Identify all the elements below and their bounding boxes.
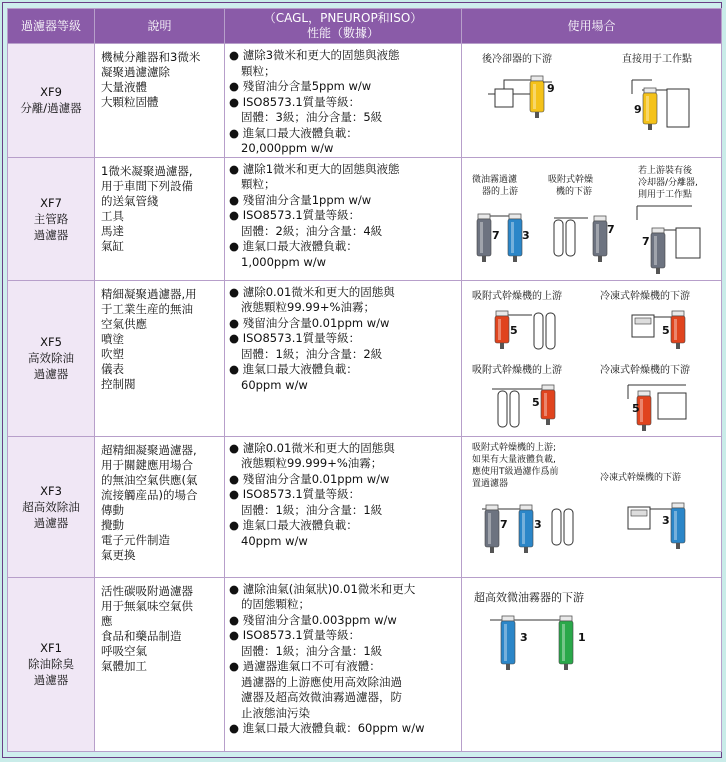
description-line: 大量液體 bbox=[101, 80, 147, 94]
filter-highlight bbox=[674, 511, 677, 540]
dryer-panel bbox=[631, 510, 647, 516]
dryer-tower bbox=[546, 313, 555, 349]
filter-head bbox=[509, 214, 521, 219]
performance-bullet bbox=[229, 316, 459, 332]
performance-text: 止液態油污染 bbox=[241, 705, 310, 720]
dryer-tower bbox=[534, 313, 543, 349]
filter-unit-icon bbox=[508, 214, 522, 262]
header-performance-line1: （CAGL，PNEUROP和ISO） bbox=[263, 11, 423, 25]
description-line: 的無油空氣供應(氣 bbox=[101, 472, 198, 487]
filter-drain bbox=[648, 124, 652, 130]
dryer-tower bbox=[566, 220, 575, 256]
grade-cell bbox=[8, 577, 95, 751]
performance-line bbox=[229, 534, 459, 550]
description-line: 機械分離器和3微米 bbox=[101, 50, 201, 64]
performance-bullet bbox=[229, 441, 459, 457]
filter-drain bbox=[506, 664, 510, 670]
table-row bbox=[8, 436, 722, 577]
grade-cell bbox=[8, 44, 95, 158]
bullet-icon: ● bbox=[229, 581, 243, 596]
usage-caption: 吸附式幹燥機的上游; bbox=[472, 442, 557, 453]
usage-caption: 機的下游 bbox=[556, 186, 593, 197]
description-line: 呼吸空氣 bbox=[101, 643, 147, 658]
filter-bowl bbox=[495, 316, 509, 343]
bullet-icon: ● bbox=[229, 161, 243, 176]
filter-unit-icon bbox=[643, 88, 657, 130]
filter-unit-icon bbox=[485, 505, 499, 553]
description-line: 吹塑 bbox=[101, 346, 124, 361]
performance-bullet bbox=[229, 285, 459, 301]
filter-drain bbox=[598, 256, 602, 262]
grade-code: XF1 bbox=[40, 641, 62, 655]
usage-caption: 則用于工作點 bbox=[638, 189, 693, 200]
filter-unit-icon bbox=[559, 616, 573, 670]
usage-caption: 冷凍式幹燥機的下游 bbox=[600, 472, 682, 483]
description-line: 流接觸産品)的場合 bbox=[101, 487, 198, 502]
performance-line bbox=[229, 255, 459, 271]
filter-head bbox=[486, 505, 498, 510]
performance-text: 固體：1級；油分含量：1級 bbox=[241, 643, 383, 658]
table-frame bbox=[2, 2, 722, 758]
grade-code: XF3 bbox=[40, 483, 62, 498]
filter-drain bbox=[564, 664, 568, 670]
filter-unit-icon bbox=[477, 214, 491, 262]
filter-bowl bbox=[508, 219, 522, 256]
performance-text: 固體：1級；油分含量：1級 bbox=[241, 502, 383, 517]
performance-line bbox=[229, 644, 459, 660]
performance-line bbox=[229, 64, 459, 80]
grade-number-label: 7 bbox=[492, 228, 500, 242]
description-line: 馬達 bbox=[101, 223, 124, 238]
usage-caption: 吸附式幹燥 bbox=[548, 174, 594, 185]
usage-diagram bbox=[462, 281, 721, 436]
performance-cell bbox=[225, 44, 462, 158]
performance-bullet bbox=[229, 362, 459, 378]
table-header-row bbox=[8, 9, 722, 44]
filter-bowl bbox=[559, 621, 573, 664]
performance-text: 殘留油分含量0.01ppm w/w bbox=[242, 471, 390, 486]
performance-text: 殘留油分含量0.003ppm w/w bbox=[242, 612, 397, 627]
filter-head bbox=[496, 311, 508, 316]
usage-caption: 器的上游 bbox=[482, 186, 519, 197]
description-line: 噴塗 bbox=[101, 331, 124, 346]
performance-text: ISO8573.1質量等級： bbox=[242, 487, 361, 501]
performance-text: 殘留油分含量5ppm w/w bbox=[242, 79, 372, 93]
usage-cell bbox=[462, 280, 722, 436]
compressor-unit-icon bbox=[667, 89, 689, 127]
description-line: 于工業生産的無油 bbox=[101, 301, 193, 316]
grade-number-label: 3 bbox=[520, 630, 528, 644]
filter-head bbox=[520, 505, 532, 510]
header-description: 說明 bbox=[95, 9, 225, 44]
performance-text: 過濾器進氣口不可有液體： bbox=[242, 659, 381, 673]
header-usage: 使用場合 bbox=[462, 9, 722, 44]
filter-bowl bbox=[671, 316, 685, 343]
performance-text: 20,000ppm w/w bbox=[241, 141, 334, 155]
usage-caption: 應使用T級過濾作爲前 bbox=[472, 466, 559, 477]
grade-name: 分離/過濾器 bbox=[20, 101, 82, 116]
performance-line bbox=[229, 300, 459, 316]
performance-line bbox=[229, 177, 459, 193]
performance-cell bbox=[225, 280, 462, 436]
filter-head bbox=[672, 311, 684, 316]
bullet-icon: ● bbox=[229, 471, 243, 486]
filter-highlight bbox=[522, 513, 525, 544]
dryer-tower bbox=[498, 391, 507, 427]
performance-line bbox=[229, 110, 459, 126]
filter-drain bbox=[513, 256, 517, 262]
compressor-unit-icon bbox=[658, 393, 686, 419]
usage-caption: 冷凍式幹燥機的下游 bbox=[600, 290, 690, 302]
filter-drain bbox=[490, 547, 494, 553]
grade-name: 主管路 bbox=[33, 211, 69, 226]
performance-text: 濾除1微米和更大的固態與液態 bbox=[242, 161, 400, 176]
grade-number-label: 7 bbox=[642, 234, 650, 248]
bullet-icon: ● bbox=[229, 48, 243, 62]
filter-highlight bbox=[674, 319, 677, 340]
usage-caption: 直接用于工作點 bbox=[622, 54, 692, 65]
performance-line bbox=[229, 597, 459, 613]
usage-caption: 後冷卻器的下游 bbox=[482, 54, 552, 65]
performance-line bbox=[229, 378, 459, 394]
bullet-icon: ● bbox=[229, 362, 243, 376]
performance-text: ISO8573.1質量等級： bbox=[242, 331, 361, 345]
grade-number-label: 3 bbox=[534, 517, 542, 531]
grade-number-label: 5 bbox=[510, 323, 518, 337]
performance-text: 的固態顆粒； bbox=[241, 597, 310, 611]
bullet-icon: ● bbox=[229, 628, 243, 642]
bullet-icon: ● bbox=[229, 440, 243, 455]
performance-bullet bbox=[229, 659, 459, 675]
filter-bowl bbox=[501, 621, 515, 664]
description-line: 凝聚過濾濾除 bbox=[101, 65, 170, 79]
description-line: 用于關鍵應用場合 bbox=[101, 457, 193, 472]
usage-cell bbox=[462, 436, 722, 577]
performance-text: ISO8573.1質量等級： bbox=[242, 628, 361, 642]
filter-head bbox=[502, 616, 514, 621]
filter-head bbox=[531, 76, 543, 81]
description-line: 攪動 bbox=[101, 517, 124, 532]
performance-text: 濾除3微米和更大的固態與液態 bbox=[242, 48, 400, 62]
usage-caption: 置過濾器 bbox=[472, 478, 509, 489]
description-line: 工具 bbox=[101, 208, 124, 223]
bullet-icon: ● bbox=[229, 125, 243, 140]
performance-text: 液態顆粒99.999+%油霧； bbox=[241, 456, 383, 470]
table-row bbox=[8, 44, 722, 158]
performance-line bbox=[229, 456, 459, 472]
description-line: 精細凝聚過濾器,用 bbox=[101, 286, 197, 301]
dryer-panel bbox=[635, 318, 651, 324]
performance-text: 40ppm w/w bbox=[241, 533, 308, 548]
aftercooler-icon bbox=[495, 89, 513, 107]
performance-bullet bbox=[229, 472, 459, 488]
usage-caption: 冷却器/分離器, bbox=[638, 177, 698, 188]
filter-bowl bbox=[671, 508, 685, 543]
filter-head bbox=[638, 391, 650, 396]
bullet-icon: ● bbox=[229, 331, 243, 345]
bullet-icon: ● bbox=[229, 518, 243, 532]
performance-text: 固體：1級；油分含量：2級 bbox=[241, 346, 383, 361]
performance-bullet bbox=[229, 126, 459, 142]
description-line: 電子元件制造 bbox=[101, 532, 170, 547]
grade-number-label: 7 bbox=[500, 517, 508, 531]
filter-bowl bbox=[651, 233, 665, 268]
performance-bullet bbox=[229, 79, 459, 95]
filter-grade-table bbox=[7, 8, 722, 752]
description-line: 的送氣管綫 bbox=[101, 193, 159, 208]
filter-unit-icon bbox=[501, 616, 515, 670]
performance-cell bbox=[225, 436, 462, 577]
description-line: 控制閥 bbox=[101, 376, 136, 391]
description-line: 氣缸 bbox=[101, 238, 124, 253]
grade-code: XF7 bbox=[40, 195, 62, 210]
grade-number-label: 1 bbox=[578, 630, 586, 644]
performance-bullet bbox=[229, 721, 459, 737]
performance-text: 進氣口最大液體負載： bbox=[242, 125, 358, 140]
performance-line bbox=[229, 347, 459, 363]
filter-unit-icon bbox=[495, 311, 509, 349]
performance-cell bbox=[225, 577, 462, 751]
grade-number-label: 9 bbox=[547, 82, 555, 95]
filter-unit-icon bbox=[651, 228, 665, 274]
filter-highlight bbox=[498, 319, 501, 340]
performance-line bbox=[229, 706, 459, 722]
bullet-icon: ● bbox=[229, 79, 243, 93]
filter-unit-icon bbox=[530, 76, 544, 118]
filter-drain bbox=[535, 112, 539, 118]
performance-text: 濾器及超高效微油霧過濾器，防 bbox=[241, 690, 402, 704]
performance-bullet bbox=[229, 95, 459, 111]
performance-bullet bbox=[229, 613, 459, 629]
usage-cell bbox=[462, 157, 722, 280]
usage-cell bbox=[462, 577, 722, 751]
description-cell bbox=[95, 157, 225, 280]
bullet-icon: ● bbox=[229, 192, 243, 207]
dryer-tower bbox=[554, 220, 563, 256]
filter-drain bbox=[546, 419, 550, 425]
description-cell bbox=[95, 577, 225, 751]
performance-bullet bbox=[229, 331, 459, 347]
description-cell bbox=[95, 436, 225, 577]
filter-drain bbox=[482, 256, 486, 262]
filter-bowl bbox=[593, 221, 607, 256]
filter-drain bbox=[500, 343, 504, 349]
usage-cell bbox=[462, 44, 722, 158]
performance-line bbox=[229, 224, 459, 240]
performance-text: 固體：2級；油分含量：4級 bbox=[241, 223, 383, 238]
grade-number-label: 5 bbox=[532, 395, 540, 409]
performance-bullet bbox=[229, 487, 459, 503]
filter-bowl bbox=[530, 81, 544, 112]
performance-bullet bbox=[229, 48, 459, 64]
description-line: 超精細凝聚過濾器, bbox=[101, 442, 197, 457]
performance-line bbox=[229, 141, 459, 157]
dryer-tower bbox=[552, 509, 561, 545]
filter-bowl bbox=[541, 390, 555, 419]
description-line: 氣體加工 bbox=[101, 658, 147, 673]
description-line: 空氣供應 bbox=[101, 316, 147, 331]
performance-line bbox=[229, 675, 459, 691]
dryer-tower bbox=[510, 391, 519, 427]
usage-caption: 超高效微油霧器的下游 bbox=[474, 590, 584, 604]
filter-drain bbox=[524, 547, 528, 553]
description-line: 儀表 bbox=[101, 361, 124, 376]
grade-name: 除油除臭 bbox=[28, 657, 74, 671]
header-performance-line2: 性能（數據） bbox=[306, 26, 379, 40]
grade-code: XF9 bbox=[40, 85, 62, 100]
performance-cell bbox=[225, 157, 462, 280]
filter-head bbox=[594, 216, 606, 221]
description-line: 大顆粒固體 bbox=[101, 95, 159, 109]
grade-name: 過濾器 bbox=[33, 227, 69, 242]
filter-highlight bbox=[562, 624, 565, 661]
bullet-icon: ● bbox=[229, 487, 243, 501]
performance-text: 進氣口最大液體負載： bbox=[242, 239, 358, 253]
filter-highlight bbox=[488, 513, 491, 544]
grade-number-label: 9 bbox=[634, 103, 642, 116]
grade-cell bbox=[8, 157, 95, 280]
filter-highlight bbox=[654, 236, 657, 265]
filter-drain bbox=[676, 543, 680, 549]
performance-text: 顆粒； bbox=[241, 177, 276, 191]
filter-highlight bbox=[596, 224, 599, 253]
performance-text: 顆粒； bbox=[241, 63, 276, 78]
table-row bbox=[8, 280, 722, 436]
performance-text: 殘留油分含量0.01ppm w/w bbox=[242, 315, 390, 330]
filter-bowl bbox=[643, 93, 657, 124]
grade-name: 超高效除油 bbox=[22, 499, 80, 514]
description-line: 傳動 bbox=[101, 502, 124, 517]
description-line: 1微米凝聚過濾器, bbox=[101, 163, 193, 178]
performance-text: 濾除0.01微米和更大的固態與 bbox=[242, 284, 395, 299]
grade-name: 過濾器 bbox=[33, 515, 69, 530]
description-cell bbox=[95, 44, 225, 158]
bullet-icon: ● bbox=[229, 94, 243, 109]
performance-text: 進氣口最大液體負載： bbox=[242, 362, 358, 376]
filter-highlight bbox=[646, 96, 649, 121]
pipe-line bbox=[504, 80, 532, 89]
filter-head bbox=[644, 88, 656, 93]
grade-cell bbox=[8, 436, 95, 577]
description-cell bbox=[95, 280, 225, 436]
filter-bowl bbox=[519, 510, 533, 547]
grade-number-label: 5 bbox=[632, 401, 640, 415]
grade-code: XF5 bbox=[40, 335, 62, 349]
grade-name: 過濾器 bbox=[33, 367, 69, 381]
filter-unit-icon bbox=[541, 385, 555, 425]
filter-head bbox=[672, 503, 684, 508]
performance-text: 1,000ppm w/w bbox=[241, 254, 327, 269]
performance-text: 60ppm w/w bbox=[241, 377, 308, 392]
performance-bullet bbox=[229, 239, 459, 255]
grade-number-label: 3 bbox=[522, 228, 530, 242]
performance-text: ISO8573.1質量等級： bbox=[242, 94, 361, 109]
usage-caption: 吸附式幹燥機的上游 bbox=[472, 290, 562, 302]
performance-bullet bbox=[229, 193, 459, 209]
filter-unit-icon bbox=[671, 503, 685, 549]
grade-number-label: 7 bbox=[607, 222, 615, 236]
performance-bullet bbox=[229, 518, 459, 534]
bullet-icon: ● bbox=[229, 721, 243, 735]
grade-number-label: 5 bbox=[662, 323, 670, 337]
description-line: 用于無氣味空氣供 bbox=[101, 598, 193, 613]
performance-bullet bbox=[229, 582, 459, 598]
performance-text: 固體：3級；油分含量：5級 bbox=[241, 110, 383, 124]
performance-text: 進氣口最大液體負載：60ppm w/w bbox=[242, 721, 425, 735]
filter-highlight bbox=[544, 393, 547, 416]
filter-head bbox=[542, 385, 554, 390]
bullet-icon: ● bbox=[229, 239, 243, 253]
filter-head bbox=[560, 616, 572, 621]
performance-bullet bbox=[229, 162, 459, 178]
filter-drain bbox=[642, 425, 646, 431]
grade-cell bbox=[8, 280, 95, 436]
performance-bullet bbox=[229, 208, 459, 224]
filter-head bbox=[478, 214, 490, 219]
performance-text: 殘留油分含量1ppm w/w bbox=[242, 192, 372, 207]
usage-caption: 冷凍式幹燥機的下游 bbox=[600, 364, 690, 376]
header-performance bbox=[225, 9, 462, 44]
description-line: 食品和藥品制造 bbox=[101, 628, 182, 643]
usage-caption: 吸附式幹燥機的上游 bbox=[472, 364, 562, 376]
description-line: 氣更換 bbox=[101, 547, 136, 562]
performance-line bbox=[229, 690, 459, 706]
filter-drain bbox=[656, 268, 660, 274]
filter-unit-icon bbox=[671, 311, 685, 349]
performance-text: 濾除0.01微米和更大的固態與 bbox=[242, 440, 395, 455]
performance-text: 進氣口最大液體負載： bbox=[242, 518, 358, 532]
description-line: 應 bbox=[101, 613, 113, 628]
dryer-tower bbox=[564, 509, 573, 545]
usage-caption: 如果有大量液體負載, bbox=[472, 454, 556, 465]
filter-highlight bbox=[480, 222, 483, 253]
bullet-icon: ● bbox=[229, 284, 243, 299]
table-row bbox=[8, 157, 722, 280]
filter-bowl bbox=[477, 219, 491, 256]
compressor-unit-icon bbox=[676, 228, 700, 258]
performance-line bbox=[229, 503, 459, 519]
performance-text: 液態顆粒99.99+%油霧； bbox=[241, 300, 375, 314]
performance-text: ISO8573.1質量等級： bbox=[242, 208, 361, 222]
filter-highlight bbox=[640, 399, 643, 422]
table-row bbox=[8, 577, 722, 751]
bullet-icon: ● bbox=[229, 315, 243, 330]
grade-name: 過濾器 bbox=[33, 673, 69, 687]
performance-bullet bbox=[229, 628, 459, 644]
filter-unit-icon bbox=[519, 505, 533, 553]
grade-number-label: 3 bbox=[662, 513, 670, 527]
usage-caption: 若上游裝有後 bbox=[638, 165, 693, 176]
filter-unit-icon bbox=[593, 216, 607, 262]
description-line: 活性碳吸附過濾器 bbox=[101, 583, 193, 598]
performance-text: 濾除油氣(油氣狀)0.01微米和更大 bbox=[242, 581, 416, 596]
grade-name: 高效除油 bbox=[28, 351, 74, 365]
filter-bowl bbox=[485, 510, 499, 547]
header-grade: 過濾器等級 bbox=[8, 9, 95, 44]
bullet-icon: ● bbox=[229, 659, 243, 673]
filter-highlight bbox=[511, 222, 514, 253]
usage-caption: 微油霧過濾 bbox=[472, 174, 518, 185]
filter-drain bbox=[676, 343, 680, 349]
performance-text: 過濾器的上游應使用高效除油過 bbox=[241, 674, 402, 689]
filter-highlight bbox=[504, 624, 507, 661]
bullet-icon: ● bbox=[229, 208, 243, 222]
bullet-icon: ● bbox=[229, 612, 243, 627]
filter-head bbox=[652, 228, 664, 233]
filter-highlight bbox=[533, 84, 536, 109]
description-line: 用于車間下列設備 bbox=[101, 178, 193, 193]
